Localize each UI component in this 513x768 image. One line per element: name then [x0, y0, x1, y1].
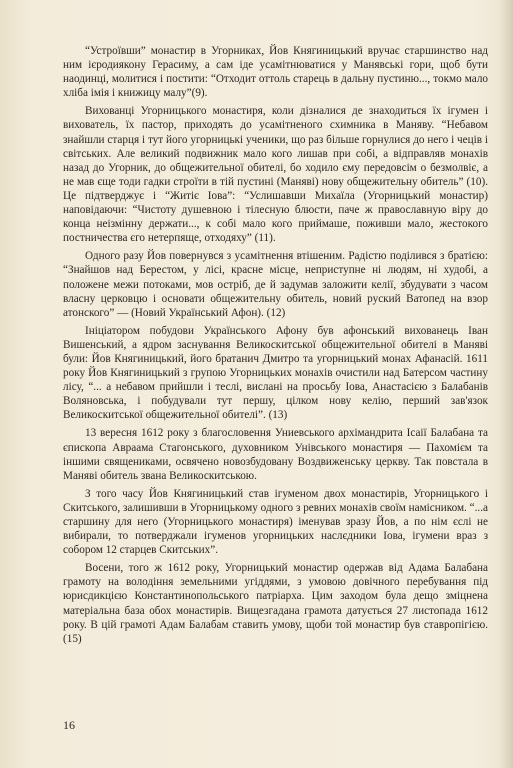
page-edge-shadow: [499, 0, 513, 768]
paragraph: Вихованці Угорницького монастиря, коли дізналися де знаходиться їх ігумен і вихователь, їх пастор, приходять до усамітненого схимника в Маняву. “Небавом знайшли старця і тут його угорницькі ученики, що раз більше горнулися до него і чеців і світських. Але великий подвижник мало кого лишав при собі, а відправляв монахів назад до Угорник, до общежительної обителі, бо ходило єму передовсім о безмолвіє, а не мав єще тоди гадки строїти в тій пустині (Маняві) нову общежительну обитель” (10). Це підтверджує і “Житіє Іова”: “Услишавши Михаїла (Угорницький монастир) наповідаючи: “Чистоту душевною і тілесную блюсти, паче ж православную віру до конца неізмінну держати..., к собі мало кого приймаше, поживши мало, жестокого постничества єго нетерпяще, отходяху” (11).: [63, 105, 488, 245]
page-number: 16: [63, 718, 75, 732]
paragraph: Одного разу Йов повернувся з усамітнення втішеним. Радістю поділився з братією: “Знайшов над Берестом, у лісі, красне місце, неприступне ні людям, ні худобі, а положене межи потоками, мов остріб, де й задумав заложити келії, збудувати з часом власну церковцю і основати общежительну обитель, новий руский Ватопед на взор атонского” — (Новий Український Афон). (12): [63, 250, 488, 319]
paragraph: 13 вересня 1612 року з благословення Униевського архімандрита Ісаії Балабана та єпископа Авраама Стагонського, духовником Унівського монастиря — Пахомієм та іншими священиками, освячено новозбудовану Воздвиженську церкву. Так повстала в Маняві обитель звана Великоскитською.: [63, 427, 488, 482]
paragraph: Восени, того ж 1612 року, Угорницький монастир одержав від Адама Балабана грамоту на володіння земельними угіддями, з умовою довічного перебування під юрисдикцією Константинопольського патріарха. Цим заходом була дещо зміцнена матеріальна база обох монастирів. Вищезгадана грамота датується 27 листопада 1612 року. В цій грамоті Адам Балабам ставить умову, щоби той монастир був ставропігією. (15): [63, 562, 488, 645]
body-text: [63, 44, 488, 650]
paragraph: “Устроївши” монастир в Угорниках, Йов Княгиницький вручає старшинство над ним ієродиякону Герасиму, а сам іде усамітнюватися у Манявські гори, щоб бути наодинці, молитися і постити: “Отходит оттоль старець в дальну пустиню..., токмо мало хліба імія і книжицу малу”(9).: [63, 45, 488, 100]
paragraph: З того часу Йов Княгиницький став ігуменом двох монастирів, Угорницького і Скитського, залишивши в Угорницькому одного з ревних монахів своїм намісником. “...а старшину для него (Угорницького монастиря) іменував зразу Йов, а по нім єслі не вибирали, то потверджали ігуменов угорницьких наслєдники Іова, ігумени враз з собором 12 старцев Скитських”.: [63, 487, 488, 557]
paragraph: Ініціатором побудови Українського Афону був афонський вихованець Іван Вишенський, а ядром заснування Великоскитської общежительної обителі в Маняві були: Йов Княгиницький, його братанич Дмитро та угорницький монах Афанасій. 1611 року Йов Княгиницький з групою Угорницьких монахів очистили над Батерсом частину лісу, “... а небавом прийшли і теслі, вислані на просьбу Іова, Анастасією з Балабанів Воляновська, і побудували тут першу, цілком нову келію, перший зав'язок Великоскитської общежительної обителі”. (13): [63, 324, 488, 422]
